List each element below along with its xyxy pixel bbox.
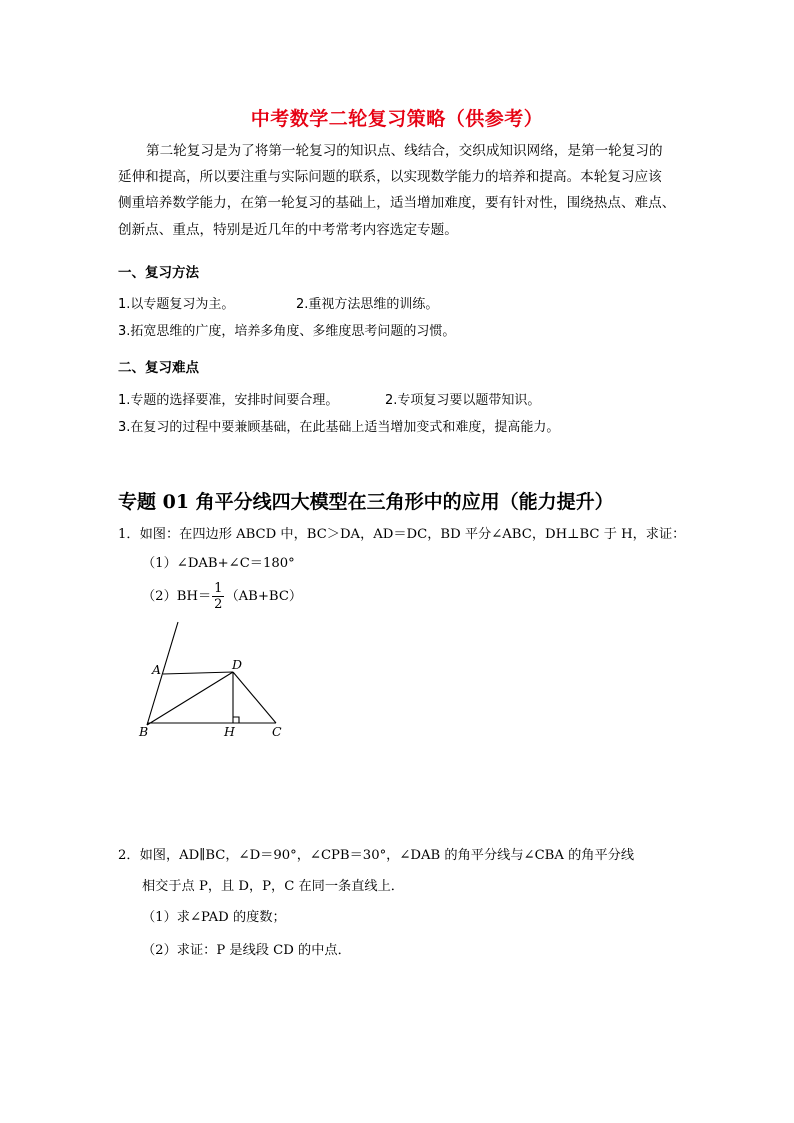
section-heading-methods: 一、复习方法 [118, 265, 199, 281]
segment-bd [147, 672, 233, 725]
question-1-stem: 1．如图：在四边形 ABCD 中，BC＞DA，AD＝DC，BD 平分∠ABC，DH⊥BC 于 H，求证： [118, 527, 686, 542]
part-2-prefix: （2）BH＝ [142, 589, 212, 604]
question-1-part-2 [142, 582, 302, 611]
list-item: 1.专题的选择要准，安排时间要合理。 [118, 393, 339, 408]
question-2-line-1: 2．如图，AD∥BC，∠D＝90°，∠CPB＝30°，∠DAB 的角平分线与∠CBA 的角平分线 [118, 848, 635, 863]
list-item: 3.拓宽思维的广度，培养多角度、多维度思考问题的习惯。 [118, 324, 456, 339]
question-2-part-2: （2）求证：P 是线段 CD 的中点． [142, 943, 351, 958]
intro-line: 创新点、重点，特别是近几年的中考常考内容选定专题。 [118, 222, 458, 238]
list-item: 2.重视方法思维的训练。 [296, 297, 439, 312]
section-heading-difficulties: 二、复习难点 [118, 360, 199, 376]
page-title: 中考数学二轮复习策略（供参考） [250, 108, 544, 130]
fraction-numerator: 1 [214, 581, 223, 596]
label-c: C [272, 724, 282, 739]
question-2-part-1: （1）求∠PAD 的度数； [142, 910, 286, 925]
intro-line: 延伸和提高，所以要注重与实际问题的联系，以实现数学能力的培养和提高。本轮复习应该 [118, 169, 662, 185]
label-a: A [152, 662, 162, 677]
label-b: B [139, 724, 149, 739]
intro-line: 第二轮复习是为了将第一轮复习的知识点、线结合，交织成知识网络，是第一轮复习的 [146, 143, 663, 159]
question-2-line-2: 相交于点 P，且 D，P，C 在同一条直线上． [142, 879, 404, 894]
quadrilateral-figure [130, 615, 300, 745]
segment-ad [163, 672, 233, 674]
topic-title: 专题 01 角平分线四大模型在三角形中的应用（能力提升） [118, 491, 614, 513]
list-item: 3.在复习的过程中要兼顾基础，在此基础上适当增加变式和难度，提高能力。 [118, 420, 560, 435]
fraction-one-half [212, 582, 224, 611]
list-item: 1.以专题复习为主。 [118, 297, 235, 312]
right-angle-mark [233, 717, 239, 723]
label-d: D [232, 657, 243, 672]
fraction-denominator: 2 [214, 597, 223, 612]
segment-dc [233, 672, 276, 723]
intro-line: 侧重培养数学能力，在第一轮复习的基础上，适当增加难度，要有针对性，围绕热点、难点、 [118, 195, 676, 211]
label-h: H [224, 724, 235, 739]
list-item: 2.专项复习要以题带知识。 [385, 393, 541, 408]
part-2-suffix: （AB+BC） [225, 589, 303, 604]
question-1-part-1: （1）∠DAB+∠C＝180° [142, 556, 295, 571]
